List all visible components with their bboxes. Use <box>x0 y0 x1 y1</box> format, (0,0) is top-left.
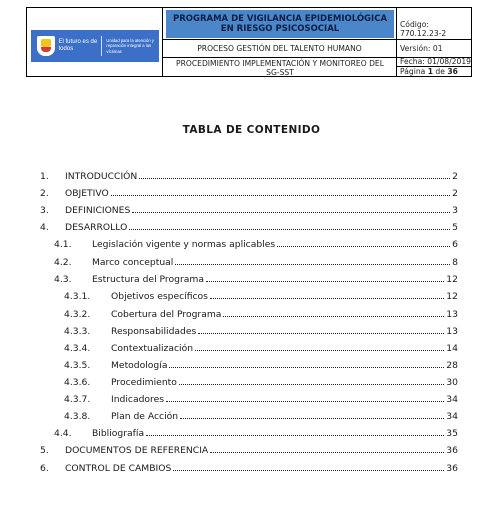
procedure-name: PROCEDIMIENTO IMPLEMENTACIÓN Y MONITOREO DEL SG-SST <box>176 59 384 77</box>
toc-entry-page: 30 <box>446 377 458 388</box>
coat-of-arms-icon <box>37 36 55 56</box>
toc-entry-label: Cobertura del Programa <box>111 309 222 320</box>
toc-entry-number: 4.2. <box>54 257 72 268</box>
toc-entry-page: 2 <box>452 171 458 182</box>
page-total: 36 <box>447 67 458 76</box>
header-divider <box>162 8 163 76</box>
page-prefix: Página <box>400 67 428 76</box>
toc-dot-leader <box>223 316 444 317</box>
toc-entry-label: Plan de Acción <box>111 411 179 422</box>
toc-entry-label: Legislación vigente y normas aplicables <box>92 239 276 250</box>
toc-entry-number: 4.3.7. <box>64 394 91 405</box>
toc-entry-page: 36 <box>446 445 458 456</box>
logo-separator <box>101 36 102 56</box>
toc-entry-label: Responsabilidades <box>111 326 197 337</box>
document-version: Versión: 01 <box>400 44 443 53</box>
toc-entry[interactable] <box>64 340 458 354</box>
toc-entry-page: 12 <box>446 274 458 285</box>
toc-dot-leader <box>129 229 450 230</box>
toc-dot-leader <box>175 264 450 265</box>
toc-entry-number: 4.3.5. <box>64 360 91 371</box>
toc-entry[interactable] <box>64 323 458 337</box>
toc-entry[interactable] <box>40 202 458 216</box>
toc-entry-label: OBJETIVO <box>65 188 109 199</box>
toc-entry-label: INTRODUCCIÓN <box>65 171 138 182</box>
header-divider <box>162 39 471 40</box>
toc-entry-page: 2 <box>452 188 458 199</box>
toc-entry-page: 34 <box>446 411 458 422</box>
toc-entry-page: 13 <box>446 326 458 337</box>
toc-entry-number: 4.3.4. <box>64 343 91 354</box>
toc-entry-number: 1. <box>40 171 49 182</box>
toc-entry-number: 4. <box>40 222 49 233</box>
toc-dot-leader <box>173 470 444 471</box>
toc-entry[interactable] <box>40 185 458 199</box>
toc-dot-leader <box>179 384 444 385</box>
toc-entry-label: DEFINICIONES <box>65 205 131 216</box>
toc-title: TABLA DE CONTENIDO <box>182 124 321 136</box>
toc-dot-leader <box>277 246 450 247</box>
institution-logo <box>31 30 159 62</box>
toc-entry-number: 5. <box>40 445 49 456</box>
toc-entry[interactable] <box>54 236 458 250</box>
toc-entry-number: 2. <box>40 188 49 199</box>
toc-entry[interactable] <box>54 271 458 285</box>
toc-entry-page: 36 <box>446 463 458 474</box>
toc-dot-leader <box>210 452 444 453</box>
toc-dot-leader <box>210 298 444 299</box>
toc-entry-label: Metodología <box>111 360 168 371</box>
document-title-cell <box>166 10 394 38</box>
toc-entry[interactable] <box>40 460 458 474</box>
toc-entry-page: 12 <box>446 291 458 302</box>
toc-entry-number: 6. <box>40 463 49 474</box>
logo-main-text: El futuro es de todos <box>58 39 98 52</box>
toc-dot-leader <box>206 281 444 282</box>
toc-entry-page: 8 <box>452 257 458 268</box>
logo-sub-text: Unidad para la atención y reparación integral a las víctimas <box>106 38 154 54</box>
toc-entry[interactable] <box>64 408 458 422</box>
toc-entry-number: 4.3.3. <box>64 326 91 337</box>
toc-entry[interactable] <box>64 357 458 371</box>
toc-entry[interactable] <box>40 219 458 233</box>
toc-entry-number: 4.1. <box>54 239 72 250</box>
toc-dot-leader <box>180 418 444 419</box>
toc-entry-page: 13 <box>446 309 458 320</box>
document-title: PROGRAMA DE VIGILANCIA EPIDEMIOLÓGICA EN RIESGO PSICOSOCIAL <box>172 14 388 34</box>
toc-dot-leader <box>146 435 444 436</box>
toc-dot-leader <box>166 401 444 402</box>
document-header <box>26 7 472 77</box>
toc-entry-label: Marco conceptual <box>92 257 174 268</box>
page-indicator <box>400 67 458 76</box>
document-code: Código: 770.12.23-2 <box>400 20 447 38</box>
toc-entry-number: 4.3.1. <box>64 291 91 302</box>
toc-entry[interactable] <box>54 254 458 268</box>
process-name: PROCESO GESTIÓN DEL TALENTO HUMANO <box>197 44 362 53</box>
toc-entry-label: Bibliografía <box>92 428 145 439</box>
toc-entry-label: Procedimiento <box>111 377 177 388</box>
toc-entry-number: 3. <box>40 205 49 216</box>
toc-dot-leader <box>111 195 450 196</box>
toc-dot-leader <box>139 178 450 179</box>
toc-entry-page: 5 <box>452 222 458 233</box>
page-mid: de <box>433 67 448 76</box>
toc-dot-leader <box>198 333 444 334</box>
toc-entry-label: DESARROLLO <box>65 222 128 233</box>
toc-entry-page: 35 <box>446 428 458 439</box>
toc-entry[interactable] <box>40 442 458 456</box>
toc-entry[interactable] <box>64 374 458 388</box>
toc-entry-number: 4.3.8. <box>64 411 91 422</box>
toc-entry-label: Indicadores <box>111 394 165 405</box>
page-current: 1 <box>427 67 433 76</box>
toc-entry-page: 3 <box>452 205 458 216</box>
toc-entry-page: 14 <box>446 343 458 354</box>
toc-entry-label: CONTROL DE CAMBIOS <box>65 463 172 474</box>
toc-entry-label: DOCUMENTOS DE REFERENCIA <box>65 445 209 456</box>
toc-entry-number: 4.4. <box>54 428 72 439</box>
toc-entry-page: 6 <box>452 239 458 250</box>
toc-entry[interactable] <box>54 425 458 439</box>
toc-entry-number: 4.3.6. <box>64 377 91 388</box>
toc-entry-label: Objetivos específicos <box>111 291 208 302</box>
toc-entry-label: Estructura del Programa <box>92 274 204 285</box>
toc-entry-page: 34 <box>446 394 458 405</box>
toc-dot-leader <box>132 212 450 213</box>
toc-dot-leader <box>195 350 444 351</box>
toc-entry-page: 28 <box>446 360 458 371</box>
toc-entry-label: Contextualización <box>111 343 194 354</box>
toc-entry[interactable] <box>64 306 458 320</box>
toc-entry[interactable] <box>40 168 458 182</box>
toc-entry-number: 4.3. <box>54 274 72 285</box>
document-date: Fecha: 01/08/2019 <box>400 57 472 66</box>
toc-entry[interactable] <box>64 391 458 405</box>
toc-entry-number: 4.3.2. <box>64 309 91 320</box>
toc-dot-leader <box>169 367 444 368</box>
toc-entry[interactable] <box>64 288 458 302</box>
